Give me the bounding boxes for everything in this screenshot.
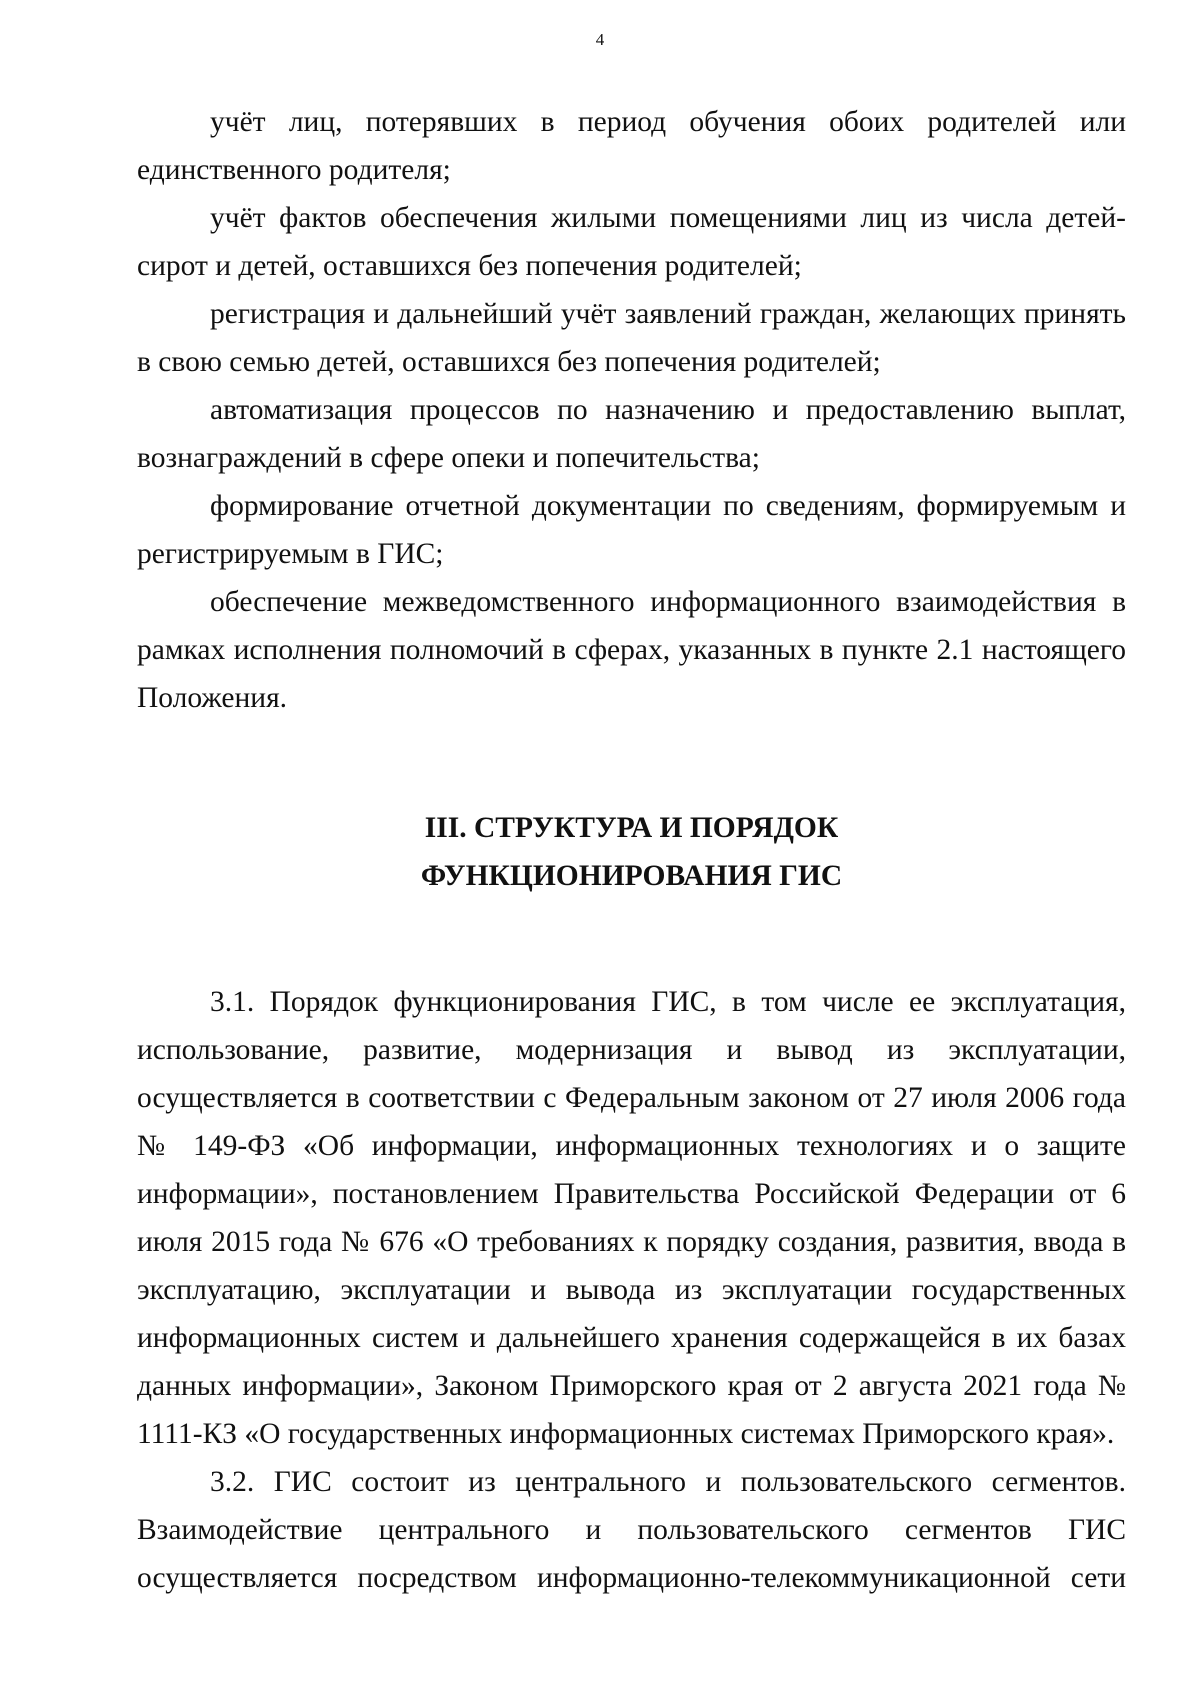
list-item: регистрация и дальнейший учёт заявлений граждан, желающих принять в свою семью детей, оставшихся без попечения родителей; — [137, 298, 1126, 378]
section-heading-line-2: ФУНКЦИОНИРОВАНИЯ ГИС — [420, 860, 843, 892]
list-item: обеспечение межведомственного информационного взаимодействия в рамках исполнения полномочий в сферах, указанных в пункте 2.1 настоящего Положения. — [137, 586, 1126, 714]
list-item: автоматизация процессов по назначению и предоставлению выплат, вознаграждений в сфере опеки и попечительства; — [137, 394, 1126, 474]
section-heading — [137, 804, 1126, 900]
section-heading-line-1: III. СТРУКТУРА И ПОРЯДОК — [424, 812, 839, 844]
document-body — [137, 98, 1126, 1602]
clause-3-2: 3.2. ГИС состоит из центрального и пользовательского сегментов. Взаимодействие центрального и пользовательского сегментов ГИС осуществляется посредством информационно-телекоммуникационной сети — [137, 1466, 1126, 1594]
clause-3-1: 3.1. Порядок функционирования ГИС, в том числе ее эксплуатация, использование, развитие, модернизация и вывод из эксплуатации, осуществляется в соответствии с Федеральным законом от 27 июля 2006 года № 149-ФЗ «Об информации, информационных технологиях и о защите информации», постановлением Правительства Российской Федерации от 6 июля 2015 года № 676 «О требованиях к порядку создания, развития, ввода в эксплуатацию, эксплуатации и вывода из эксплуатации государственных информационных систем и дальнейшего хранения содержащейся в их базах данных информации», Законом Приморского края от 2 августа 2021 года № 1111-КЗ «О государственных информационных системах Приморского края». — [137, 986, 1126, 1450]
page-number: 4 — [595, 30, 605, 49]
list-item: формирование отчетной документации по сведениям, формируемым и регистрируемым в ГИС; — [137, 490, 1126, 570]
list-item: учёт лиц, потерявших в период обучения обоих родителей или единственного родителя; — [137, 106, 1126, 186]
list-item: учёт фактов обеспечения жилыми помещениями лиц из числа детей-сирот и детей, оставшихся без попечения родителей; — [137, 202, 1126, 282]
